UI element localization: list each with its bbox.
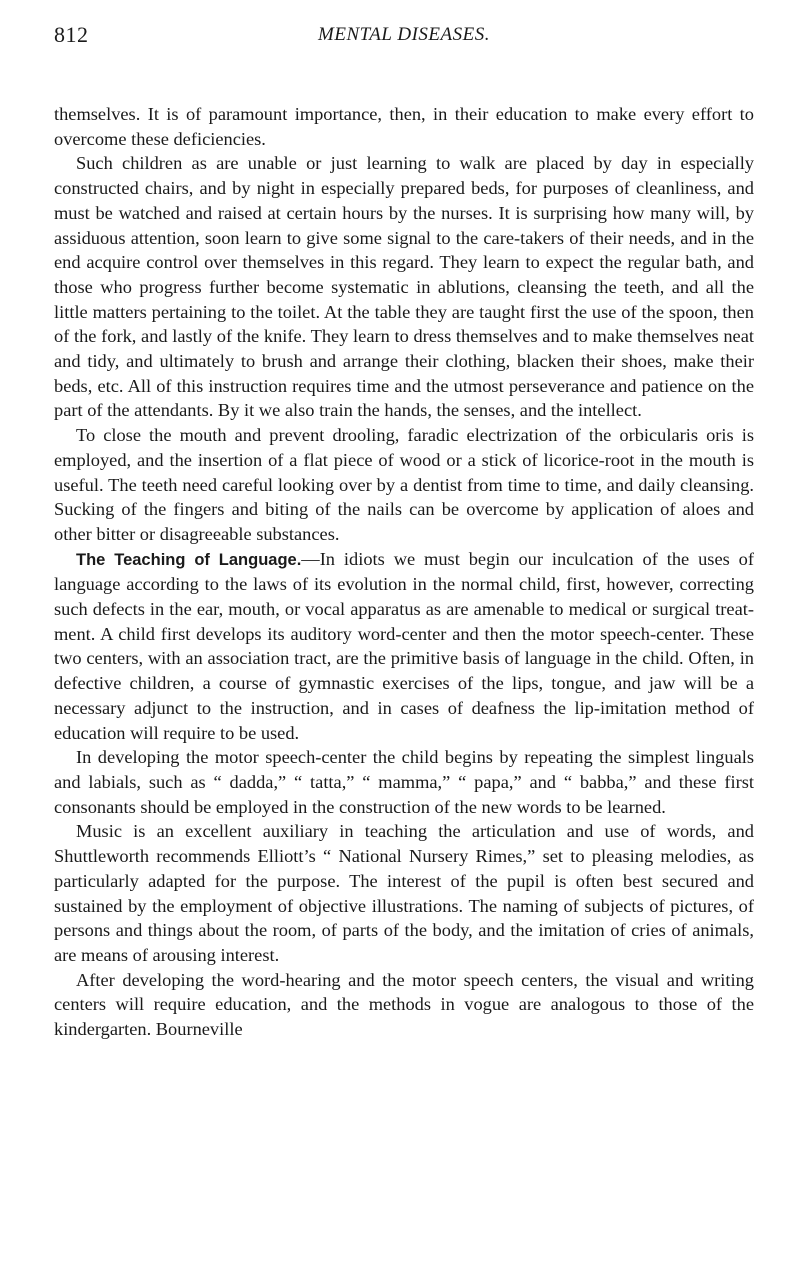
- paragraph: In developing the motor speech-center the child begins by repeating the simplest linguals and labials, such as “ dadda,” “ tatta,” “ mamma,” “ papa,” and “ babba,” and these first consonants should be employed in the construction of the new words to be learned.: [54, 747, 754, 817]
- running-head: [54, 22, 754, 52]
- paragraph: To close the mouth and prevent drooling, faradic electrization of the orbicularis oris is employed, and the insertion of a flat piece of wood or a stick of licorice-root in the mouth is useful. The teeth need careful looking over by a dentist from time to time, and daily cleansing. Sucking of the fingers and biting of the nails can be overcome by application of aloes and other bitter or disagreeable substances.: [54, 425, 754, 544]
- paragraph: Such children as are unable or just learning to walk are placed by day in especially constructed chairs, and by night in especially prepared beds, for purposes of cleanliness, and must be watched and raised at certain hours by the nurses. It is surprising how many will, by assiduous attention, soon learn to give some signal to the care-takers of their needs, and in the end acquire control over themselves in this regard. They learn to expect the regular bath, and those who progress further become systematic in ablutions, cleansing the teeth, and all the little matters pertaining to the toilet. At the table they are taught first the use of the spoon, then of the fork, and lastly of the knife. They learn to dress themselves and to make themselves neat and tidy, and ultimately to brush and arrange their clothing, blacken their shoes, make their beds, etc. All of this instruction requires time and the utmost perseverance and patience on the part of the attendants. By it we also train the hands, the senses, and the intellect.: [54, 153, 754, 421]
- body-text: [54, 102, 754, 1042]
- paragraph: themselves. It is of paramount importance, then, in their education to make every effort to overcome these deficiencies.: [54, 104, 754, 149]
- paragraph-text: —In idiots we must begin our inculcation of the uses of language according to the laws of its evolution in the normal child, first, however, correcting such defects in the ear, mouth, or vocal apparatus as are amenable to medical or surgical treatment. A child first develops its auditory word-center and then the motor speech-center. These two centers, with an association tract, are the primitive basis of language in the child. Often, in defective children, a course of gymnastic exercises of the lips, tongue, and jaw will be a necessary adjunct to the instruction, and in cases of deafness the lip-imitation method of education will require to be used.: [54, 548, 754, 743]
- paragraph: [54, 547, 754, 746]
- section-heading: The Teaching of Language.: [76, 550, 302, 569]
- book-page: [54, 22, 754, 1042]
- page-number: 812: [54, 22, 89, 47]
- paragraph: Music is an excellent auxiliary in teaching the articulation and use of words, and Shuttleworth recommends Elliott’s “ National Nursery Rimes,” set to pleasing melodies, as particularly adapted for the purpose. The interest of the pupil is often best secured and sustained by the employment of objective illustrations. The naming of subjects of pictures, of persons and things about the room, of parts of the body, and the imitation of cries of animals, are means of arousing interest.: [54, 821, 754, 965]
- paragraph: After developing the word-hearing and the motor speech centers, the visual and writing centers will require education, and the methods in vogue are analogous to those of the kindergarten. Bourneville: [54, 969, 754, 1040]
- running-title: MENTAL DISEASES.: [318, 24, 490, 45]
